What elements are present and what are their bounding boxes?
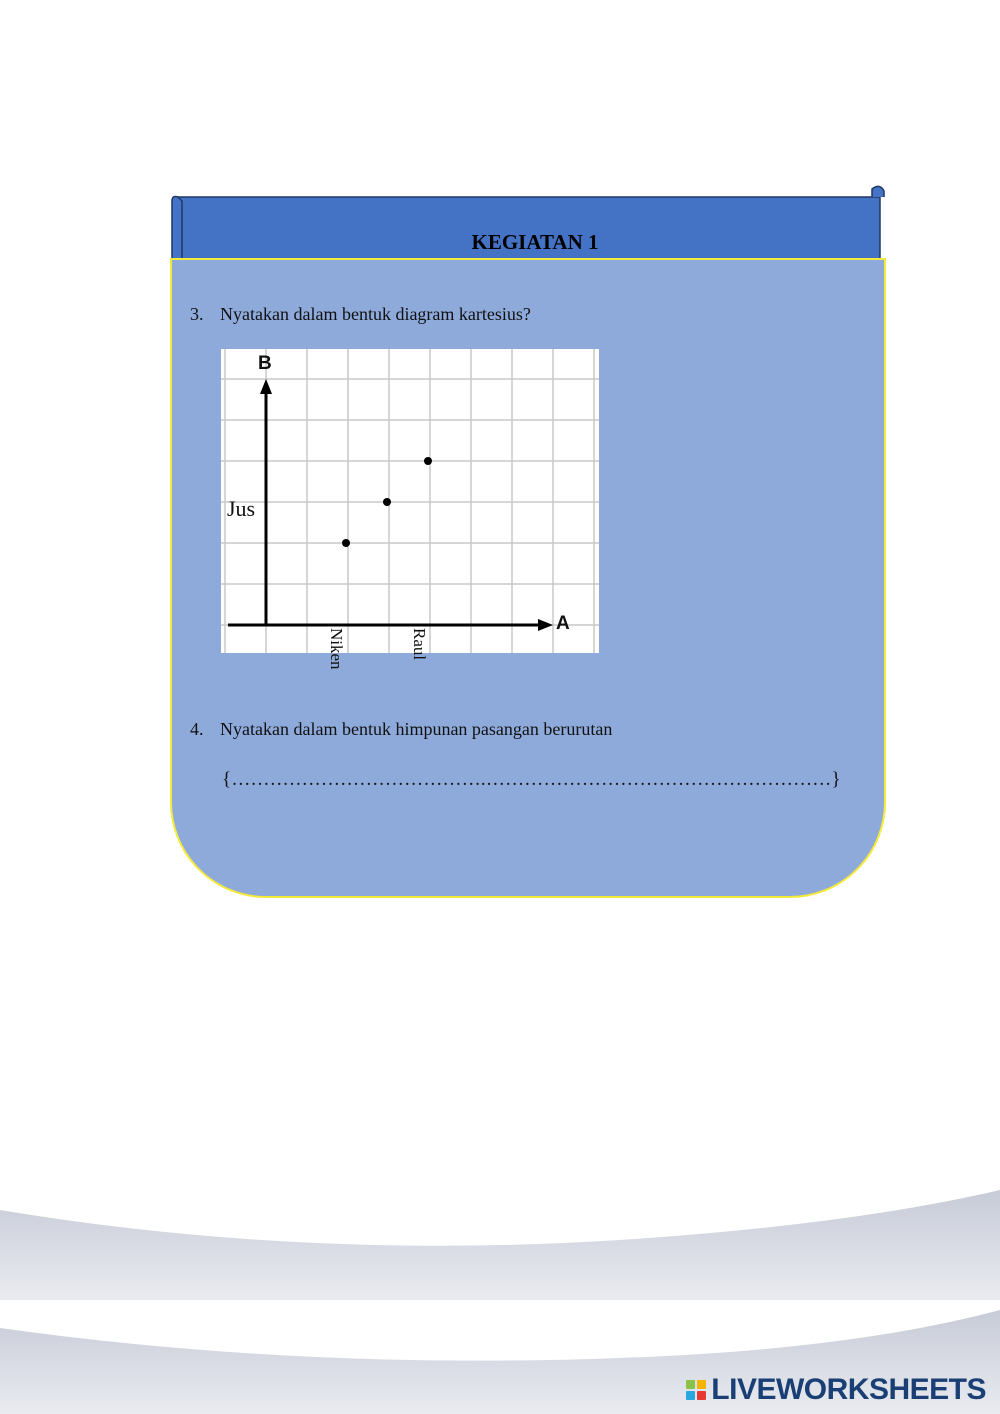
x-axis-label: A xyxy=(556,613,570,634)
x-tick-label: Raul xyxy=(410,628,429,661)
data-point xyxy=(342,539,350,547)
question-number: 3. xyxy=(190,304,204,324)
answer-blank[interactable]: {………………………………….………………………………………………} xyxy=(222,769,841,790)
chart-background xyxy=(221,349,599,653)
question-text: Nyatakan dalam bentuk diagram kartesius? xyxy=(220,304,531,324)
y-axis-label: B xyxy=(258,353,272,374)
banner-title: KEGIATAN 1 xyxy=(471,230,599,254)
logo-text: LIVEWORKSHEETS xyxy=(711,1373,986,1406)
y-tick-label: Jus xyxy=(227,496,256,521)
question-number: 4. xyxy=(190,719,204,739)
liveworksheets-logo-icon xyxy=(686,1380,706,1400)
x-tick-label: Niken xyxy=(327,628,346,670)
liveworksheets-logo xyxy=(686,1373,986,1407)
data-point xyxy=(424,457,432,465)
data-point xyxy=(383,498,391,506)
question-text: Nyatakan dalam bentuk himpunan pasangan berurutan xyxy=(220,719,613,739)
question-4 xyxy=(190,719,612,740)
cartesian-chart xyxy=(0,0,1000,700)
